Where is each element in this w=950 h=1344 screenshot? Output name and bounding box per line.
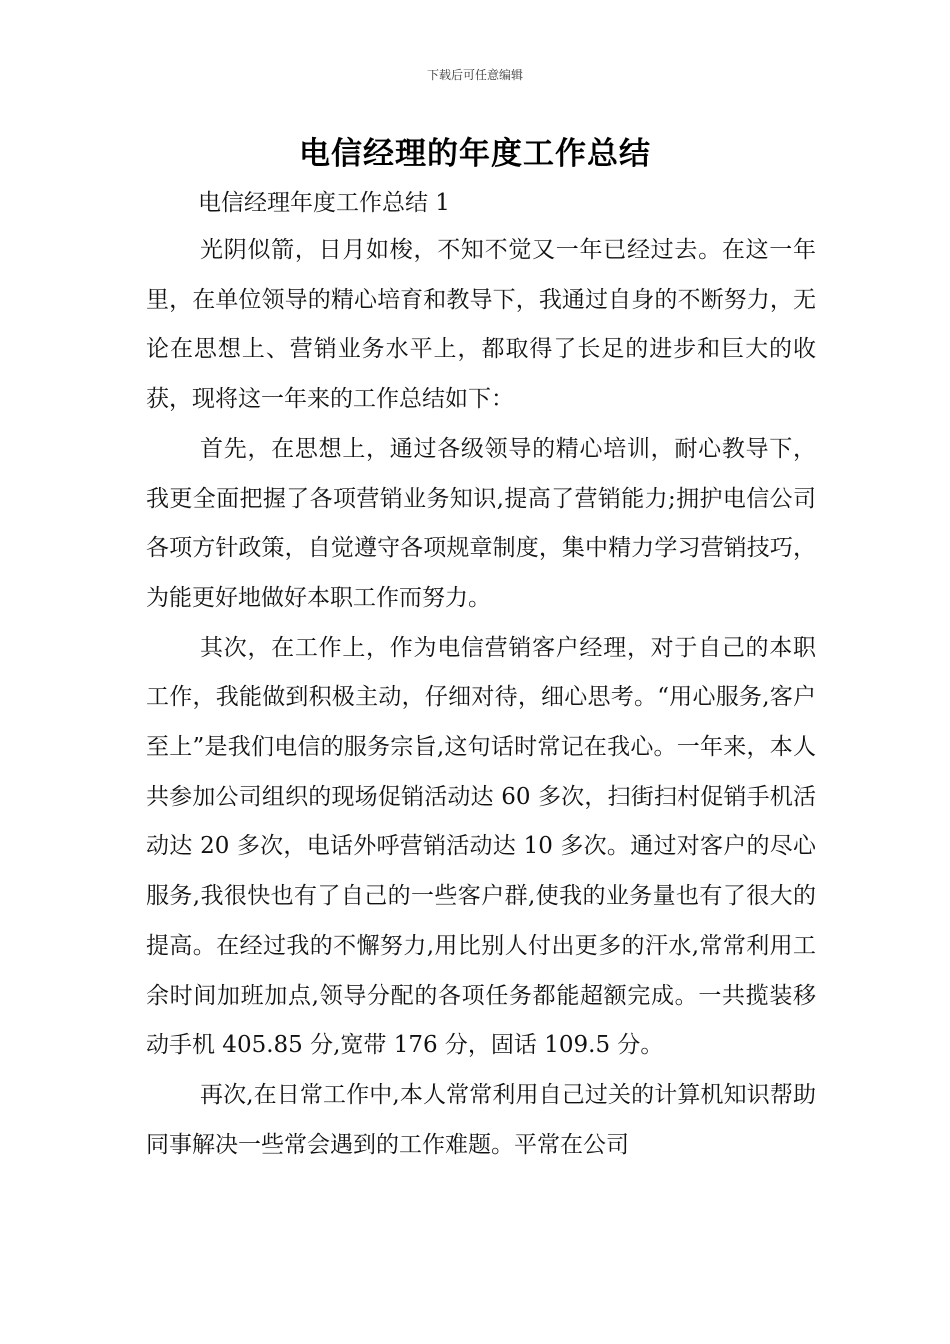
section-subtitle: 电信经理年度工作总结 1 xyxy=(198,190,450,216)
header-note: 下载后可任意编辑 xyxy=(426,68,523,82)
body-text xyxy=(146,226,816,1170)
document-title: 电信经理的年度工作总结 xyxy=(299,136,651,172)
paragraph-work: 其次，在工作上，作为电信营销客户经理，对于自己的本职工作，我能做到积极主动，仔细对待，细心思考。“用心服务,客户至上”是我们电信的服务宗旨,这句话时常记在我心。一年来，本人共参加公司组织的现场促销活动达 60 多次，扫街扫村促销手机活动达 20 多次，电话外呼营销活动达 10 多次。通过对客户的尽心服务,我很快也有了自己的一些客户群,使我的业务量也有了很大的提高。在经过我的不懈努力,用比别人付出更多的汗水,常常利用工余时间加班加点,领导分配的各项任务都能超额完成。一共揽装移动手机 405.85 分,宽带 176 分，固话 109.5 分。 xyxy=(146,634,816,1059)
paragraph-intro: 光阴似箭，日月如梭，不知不觉又一年已经过去。在这一年里，在单位领导的精心培育和教导下，我通过自身的不断努力，无论在思想上、营销业务水平上，都取得了长足的进步和巨大的收获，现将这一年来的工作总结如下： xyxy=(146,237,816,413)
paragraph-daily: 再次,在日常工作中,本人常常利用自己过关的计算机知识帮助同事解决一些常会遇到的工作难题。平常在公司 xyxy=(146,1081,816,1158)
paragraph-thought: 首先，在思想上，通过各级领导的精心培训，耐心教导下，我更全面把握了各项营销业务知识,提高了营销能力;拥护电信公司各项方针政策，自觉遵守各项规章制度，集中精力学习营销技巧，为能更好地做好本职工作而努力。 xyxy=(146,435,816,611)
